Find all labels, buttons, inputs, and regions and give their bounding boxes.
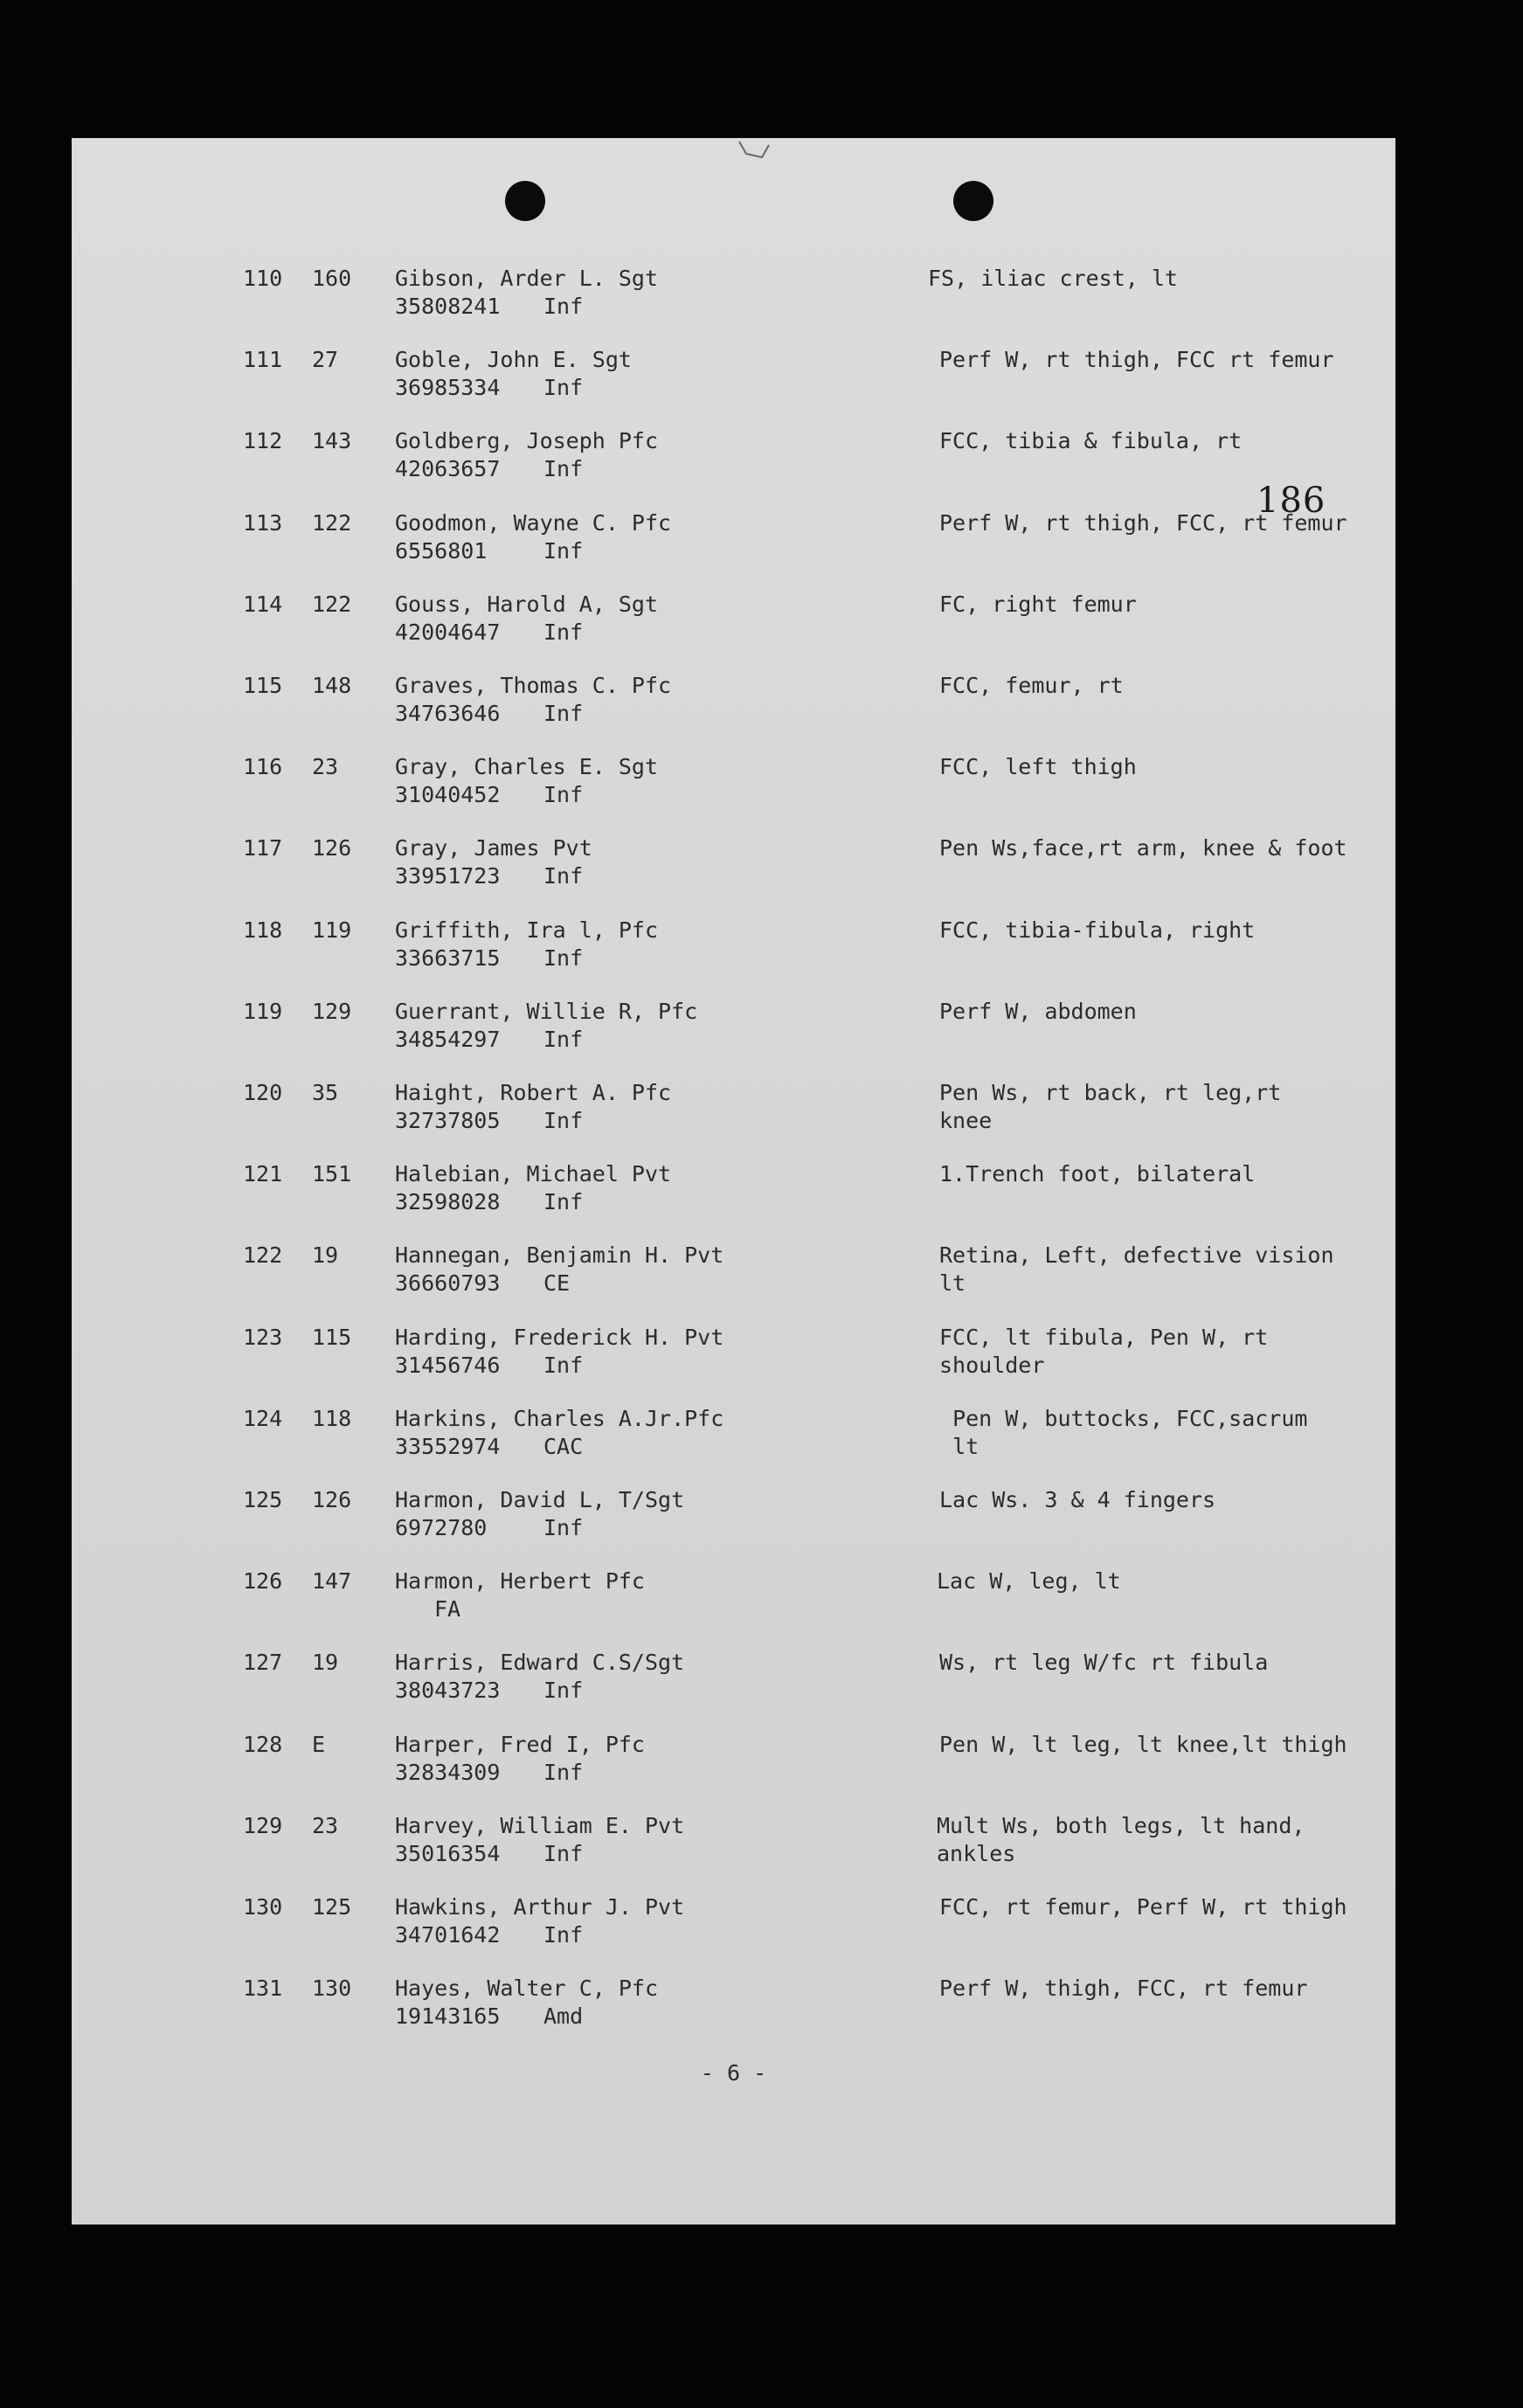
wound-description: FC, right femur [939, 591, 1137, 617]
name-block [395, 1160, 884, 1216]
soldier-name: Harding, Frederick H. Pvt [395, 1324, 724, 1350]
name-block [395, 427, 884, 483]
row-code: 23 [312, 754, 339, 780]
branch: Inf [543, 1352, 584, 1378]
list-row [72, 1812, 1395, 1892]
list-row [72, 1975, 1395, 2055]
list-row [72, 753, 1395, 834]
serial-number: 33663715 [395, 945, 501, 971]
row-code: 126 [312, 835, 352, 861]
soldier-name: Harris, Edward C.S/Sgt [395, 1650, 685, 1676]
row-code: 19 [312, 1242, 339, 1269]
branch: Inf [543, 945, 584, 971]
branch: Amd [543, 2003, 584, 2030]
branch: Inf [543, 1678, 584, 1704]
name-block [395, 1731, 884, 1787]
branch: Inf [543, 1026, 584, 1052]
list-row [72, 1567, 1395, 1648]
wound-description: FCC, rt femur, Perf W, rt thigh [939, 1894, 1347, 1920]
list-row [72, 1079, 1395, 1159]
branch: Inf [543, 1840, 584, 1866]
row-code: 160 [312, 266, 352, 291]
name-block [395, 1242, 884, 1297]
soldier-name: Gouss, Harold A, Sgt [395, 591, 659, 617]
row-code: 143 [312, 428, 352, 454]
soldier-name: Hawkins, Arthur J. Pvt [395, 1894, 685, 1920]
wound-description: FCC, femur, rt [939, 673, 1124, 698]
serial-number: 32598028 [395, 1189, 501, 1215]
soldier-name: Griffith, Ira l, Pfc [395, 917, 659, 943]
row-number: 117 [243, 835, 283, 861]
wound-description: 1.Trench foot, bilateral [939, 1161, 1256, 1187]
punch-hole-right [953, 181, 993, 221]
wound-description: FCC, tibia & fibula, rt [939, 428, 1243, 454]
soldier-name: Harmon, David L, T/Sgt [395, 1487, 685, 1512]
wound-description: FS, iliac crest, lt [928, 266, 1178, 291]
wound-description: Pen Ws,face,rt arm, knee & foot [939, 835, 1347, 861]
list-row [72, 509, 1395, 590]
name-block [395, 1567, 884, 1623]
row-number: 129 [243, 1812, 283, 1838]
branch: Inf [543, 1922, 584, 1948]
name-block [395, 1405, 884, 1461]
list-row [72, 1731, 1395, 1811]
soldier-name: Halebian, Michael Pvt [395, 1161, 672, 1187]
row-code: 148 [312, 673, 352, 698]
list-row [72, 1160, 1395, 1241]
soldier-name: Gray, Charles E. Sgt [395, 754, 659, 780]
list-row [72, 1324, 1395, 1404]
branch: Inf [543, 1515, 584, 1540]
soldier-name: Haight, Robert A. Pfc [395, 1080, 672, 1105]
document-page [72, 138, 1395, 2225]
row-number: 112 [243, 428, 283, 454]
name-block [395, 1975, 884, 2031]
row-number: 119 [243, 998, 283, 1024]
row-number: 116 [243, 754, 283, 780]
soldier-name: Harmon, Herbert Pfc [395, 1568, 645, 1595]
soldier-name: Gray, James Pvt [395, 835, 592, 861]
row-code: 119 [312, 917, 352, 943]
row-number: 122 [243, 1242, 283, 1269]
branch: Inf [543, 1759, 584, 1785]
serial-number: 35016354 [395, 1840, 501, 1866]
branch: Inf [543, 701, 584, 726]
serial-number: 36660793 [395, 1270, 501, 1297]
row-code: 35 [312, 1080, 339, 1105]
name-block [395, 834, 884, 890]
list-row [72, 265, 1395, 345]
row-code: 27 [312, 347, 339, 373]
row-number: 124 [243, 1405, 283, 1431]
serial-number: 6972780 [395, 1515, 488, 1540]
row-code: E [312, 1731, 326, 1757]
soldier-name: Hayes, Walter C, Pfc [395, 1976, 659, 2002]
serial-number: 34854297 [395, 1026, 501, 1052]
list-row [72, 346, 1395, 426]
list-row [72, 1486, 1395, 1567]
branch: FA [434, 1596, 461, 1623]
wound-description: Retina, Left, defective vision lt [939, 1242, 1334, 1297]
soldier-name: Guerrant, Willie R, Pfc [395, 998, 698, 1024]
wound-description: FCC, tibia-fibula, right [939, 917, 1256, 943]
branch: CAC [543, 1433, 584, 1459]
name-block [395, 753, 884, 809]
row-number: 128 [243, 1731, 283, 1757]
row-number: 131 [243, 1976, 283, 2002]
row-number: 127 [243, 1650, 283, 1676]
name-block [395, 265, 884, 321]
serial-number: 19143165 [395, 2003, 501, 2030]
list-row [72, 1893, 1395, 1974]
staple-mark [737, 138, 772, 164]
name-block [395, 1812, 884, 1868]
row-number: 130 [243, 1894, 283, 1920]
wound-description: Ws, rt leg W/fc rt fibula [939, 1650, 1269, 1676]
serial-number: 32737805 [395, 1108, 501, 1133]
soldier-name: Goodmon, Wayne C. Pfc [395, 509, 672, 536]
row-number: 125 [243, 1487, 283, 1512]
branch: Inf [543, 294, 584, 319]
punch-hole-left [505, 181, 545, 221]
list-row [72, 427, 1395, 508]
list-row [72, 998, 1395, 1078]
wound-description: Lac Ws. 3 & 4 fingers [939, 1487, 1216, 1512]
row-number: 111 [243, 347, 283, 373]
wound-description: Pen W, lt leg, lt knee,lt thigh [939, 1731, 1347, 1757]
row-code: 23 [312, 1812, 339, 1838]
row-code: 118 [312, 1405, 352, 1431]
soldier-name: Gibson, Arder L. Sgt [395, 266, 659, 291]
serial-number: 32834309 [395, 1759, 501, 1785]
branch: Inf [543, 782, 584, 808]
serial-number: 42063657 [395, 456, 501, 482]
wound-description: FCC, left thigh [939, 754, 1137, 780]
soldier-name: Harper, Fred I, Pfc [395, 1731, 645, 1757]
wound-description: Pen W, buttocks, FCC,sacrum lt [952, 1405, 1308, 1459]
serial-number: 31456746 [395, 1352, 501, 1378]
name-block [395, 591, 884, 647]
row-code: 151 [312, 1161, 352, 1187]
serial-number: 42004647 [395, 619, 501, 645]
branch: Inf [543, 863, 584, 889]
stamped-page-number: 186 [1256, 481, 1326, 521]
serial-number: 34701642 [395, 1922, 501, 1948]
row-code: 129 [312, 998, 352, 1024]
list-row [72, 672, 1395, 752]
wound-description: Perf W, rt thigh, FCC rt femur [939, 347, 1334, 373]
list-row [72, 834, 1395, 915]
wound-description: Perf W, abdomen [939, 998, 1137, 1024]
wound-description: Mult Ws, both legs, lt hand, ankles [937, 1812, 1305, 1866]
branch: CE [543, 1270, 571, 1297]
name-block [395, 1079, 884, 1135]
branch: Inf [543, 1108, 584, 1133]
branch: Inf [543, 456, 584, 482]
wound-description: Lac W, leg, lt [937, 1568, 1121, 1595]
name-block [395, 998, 884, 1054]
row-number: 126 [243, 1568, 283, 1595]
branch: Inf [543, 375, 584, 401]
list-row [72, 591, 1395, 671]
row-code: 122 [312, 591, 352, 617]
name-block [395, 1486, 884, 1542]
row-code: 130 [312, 1976, 352, 2002]
row-number: 114 [243, 591, 283, 617]
serial-number: 38043723 [395, 1678, 501, 1704]
wound-description: Perf W, thigh, FCC, rt femur [939, 1976, 1308, 2002]
soldier-name: Harvey, William E. Pvt [395, 1812, 685, 1838]
row-number: 118 [243, 917, 283, 943]
name-block [395, 917, 884, 972]
branch: Inf [543, 1189, 584, 1215]
serial-number: 33552974 [395, 1433, 501, 1459]
serial-number: 31040452 [395, 782, 501, 808]
soldier-name: Goldberg, Joseph Pfc [395, 428, 659, 454]
row-code: 125 [312, 1894, 352, 1920]
wound-description: FCC, lt fibula, Pen W, rt shoulder [939, 1324, 1269, 1378]
row-number: 115 [243, 673, 283, 698]
row-code: 19 [312, 1650, 339, 1676]
wound-description: Perf W, rt thigh, FCC, rt femur [939, 509, 1347, 536]
serial-number: 35808241 [395, 294, 501, 319]
row-code: 147 [312, 1568, 352, 1595]
serial-number: 34763646 [395, 701, 501, 726]
row-code: 126 [312, 1487, 352, 1512]
row-number: 123 [243, 1324, 283, 1350]
soldier-name: Graves, Thomas C. Pfc [395, 673, 672, 698]
branch: Inf [543, 619, 584, 645]
name-block [395, 509, 884, 565]
row-code: 122 [312, 509, 352, 536]
name-block [395, 1649, 884, 1705]
row-number: 120 [243, 1080, 283, 1105]
row-number: 110 [243, 266, 283, 291]
name-block [395, 1324, 884, 1380]
serial-number: 6556801 [395, 537, 488, 564]
soldier-name: Hannegan, Benjamin H. Pvt [395, 1242, 724, 1269]
name-block [395, 346, 884, 402]
branch: Inf [543, 537, 584, 564]
row-number: 121 [243, 1161, 283, 1187]
serial-number: 36985334 [395, 375, 501, 401]
soldier-name: Harkins, Charles A.Jr.Pfc [395, 1405, 724, 1431]
soldier-name: Goble, John E. Sgt [395, 347, 632, 373]
list-row [72, 917, 1395, 997]
row-number: 113 [243, 509, 283, 536]
page-number: - 6 - [700, 2060, 767, 2086]
list-row [72, 1405, 1395, 1485]
list-row [72, 1649, 1395, 1729]
list-row [72, 1242, 1395, 1322]
name-block [395, 672, 884, 728]
row-code: 115 [312, 1324, 352, 1350]
name-block [395, 1893, 884, 1949]
wound-description: Pen Ws, rt back, rt leg,rt knee [939, 1080, 1282, 1133]
serial-number: 33951723 [395, 863, 501, 889]
